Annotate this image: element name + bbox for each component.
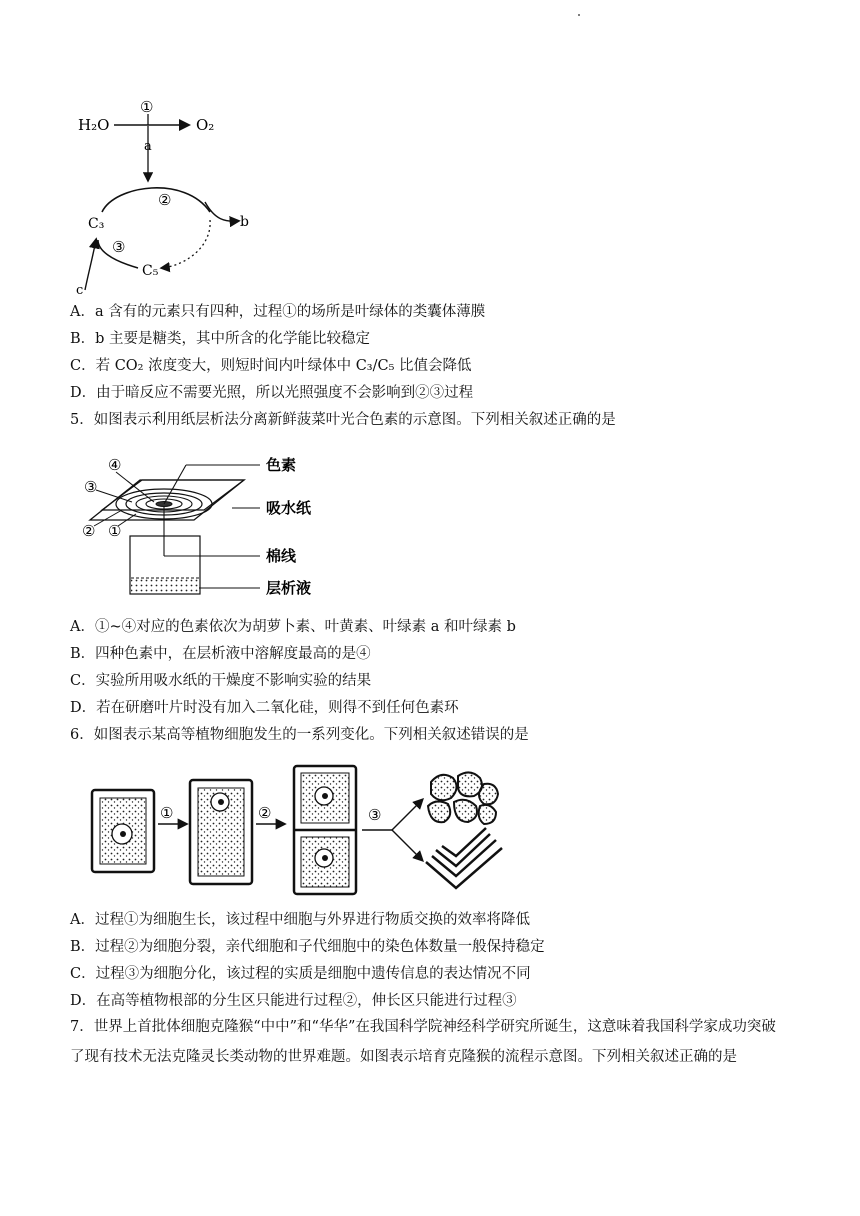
num-3: ③ [84, 478, 98, 496]
num-1: ① [108, 522, 122, 540]
q4-option-a: A．a 含有的元素只有四种，过程①的场所是叶绿体的类囊体薄膜 [70, 304, 486, 320]
o2-label: O₂ [196, 116, 215, 134]
q6-option-a: A．过程①为细胞生长，该过程中细胞与外界进行物质交换的效率将降低 [70, 912, 530, 928]
cell-change-diagram [86, 762, 506, 898]
num-4: ④ [108, 456, 122, 474]
q5-option-a: A．①~④对应的色素依次为胡萝卜素、叶黄素、叶绿素 a 和叶绿素 b [70, 619, 516, 635]
label-paper: 吸水纸 [266, 499, 312, 517]
step3-mark: ③ [368, 806, 382, 824]
photosynthesis-diagram [70, 90, 300, 300]
q5-option-c: C．实验所用吸水纸的干燥度不影响实验的结果 [70, 673, 372, 689]
q6-option-b: B．过程②为细胞分裂，亲代细胞和子代细胞中的染色体数量一般保持稳定 [70, 939, 545, 955]
q4-option-b: B．b 主要是糖类，其中所含的化学能比较稳定 [70, 331, 371, 347]
q6-stem: 6．如图表示某高等植物细胞发生的一系列变化。下列相关叙述错误的是 [70, 727, 529, 743]
step2-mark: ② [258, 804, 272, 822]
elongated-cells [426, 828, 502, 888]
b-label: b [240, 214, 249, 230]
step1-mark: ① [160, 804, 174, 822]
q5-option-d: D．若在研磨叶片时没有加入二氧化硅，则得不到任何色素环 [70, 700, 459, 716]
q6-option-d: D．在高等植物根部的分生区只能进行过程②，伸长区只能进行过程③ [70, 993, 517, 1009]
round-cells [428, 772, 498, 824]
c5-label: C₅ [142, 263, 159, 279]
c3-label: C₃ [88, 216, 105, 232]
q4-option-c: C．若 CO₂ 浓度变大，则短时间内叶绿体中 C₃/C₅ 比值会降低 [70, 358, 472, 374]
step2-label: ② [158, 191, 172, 209]
step3-label: ③ [112, 238, 126, 256]
label-pigment: 色素 [266, 456, 297, 474]
c-label: c [76, 283, 84, 298]
step1-label: ① [140, 98, 154, 116]
num-2: ② [82, 522, 96, 540]
q5-stem: 5．如图表示利用纸层析法分离新鲜菠菜叶光合色素的示意图。下列相关叙述正确的是 [70, 412, 616, 428]
h2o-label: H₂O [78, 116, 110, 134]
q6-option-c: C．过程③为细胞分化，该过程的实质是细胞中遗传信息的表达情况不同 [70, 966, 531, 982]
a-label: a [144, 139, 152, 154]
label-thread: 棉线 [266, 547, 297, 565]
label-solvent: 层析液 [266, 579, 312, 597]
q7-stem: 7．世界上首批体细胞克隆猴“中中”和“华华”在我国科学院神经科学研究所诞生，这意味着我国科学家成功突破了现有技术无法克隆灵长类动物的世界难题。如图表示培育克隆猴的流程示意图。下列相关叙述正确的是 [70, 1019, 776, 1065]
chromatography-diagram [74, 448, 354, 608]
q4-option-d: D．由于暗反应不需要光照，所以光照强度不会影响到②③过程 [70, 385, 474, 401]
q5-option-b: B．四种色素中，在层析液中溶解度最高的是④ [70, 646, 371, 662]
page-mark [578, 14, 580, 16]
